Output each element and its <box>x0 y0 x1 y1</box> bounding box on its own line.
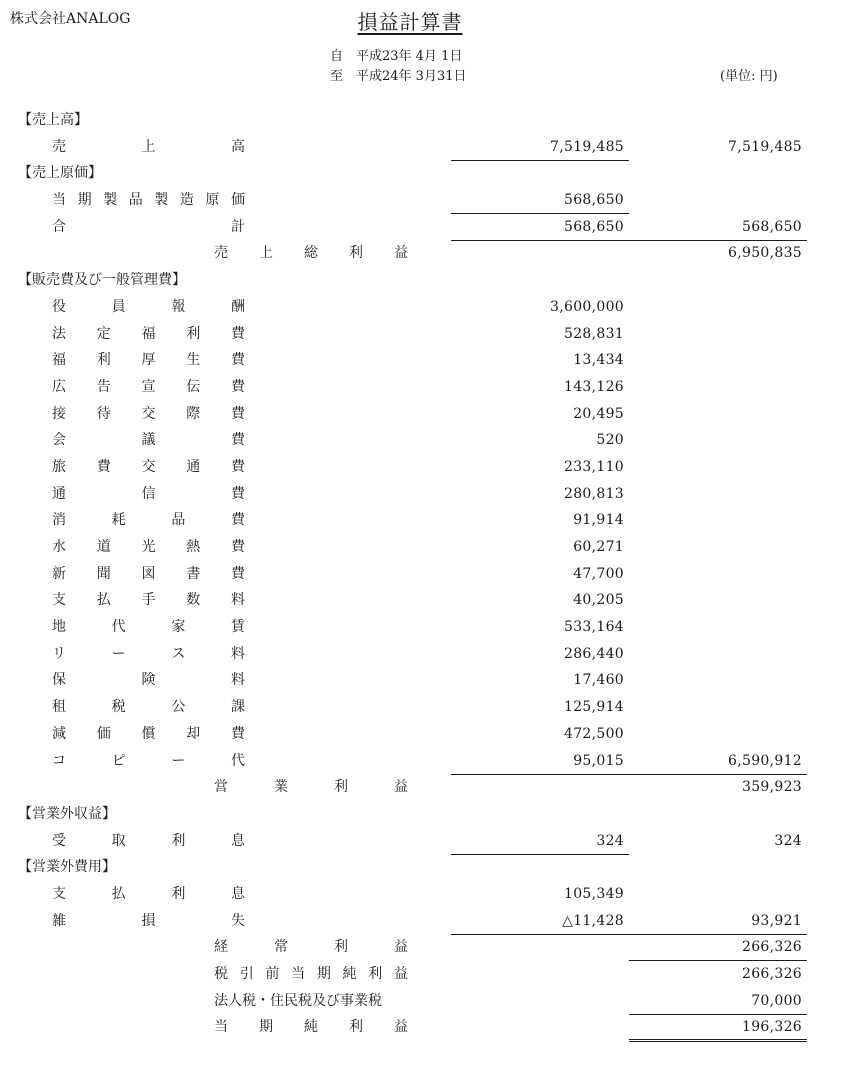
row-sga-item <box>0 294 866 321</box>
section-label: 【営業外収益】 <box>18 805 116 822</box>
label-char: 期 <box>77 192 92 209</box>
section-label: 【営業外費用】 <box>18 859 116 876</box>
label-char: 税 <box>214 966 228 982</box>
label-char: 保 <box>52 672 66 689</box>
label-char: 耗 <box>111 512 126 529</box>
label-char: 通 <box>52 485 66 502</box>
label-char: 支 <box>52 592 66 609</box>
row-amount: △11,428 <box>562 912 624 929</box>
label-char: 益 <box>394 1019 408 1036</box>
label-char: 造 <box>179 192 194 209</box>
row-cost-total <box>0 214 866 241</box>
row-sga-item <box>0 427 866 454</box>
row-amount: 520 <box>596 432 624 449</box>
row-amount: 143,126 <box>564 378 624 395</box>
label-char: 代 <box>230 752 245 769</box>
label-char: 高 <box>231 138 245 155</box>
label-char: 費 <box>231 352 245 369</box>
row-operating-profit <box>0 774 866 801</box>
label-char: ピ <box>111 752 126 769</box>
row-sga-item <box>0 694 866 721</box>
label-char: 利 <box>96 352 111 369</box>
row-label <box>52 321 245 348</box>
label-char: ス <box>171 645 186 662</box>
label-char: 合 <box>52 218 66 235</box>
row-total: 196,326 <box>742 1019 802 1036</box>
label-char: 新 <box>52 565 66 582</box>
row-total: 6,950,835 <box>728 245 802 262</box>
row-ordinary-profit <box>0 934 866 961</box>
label-char: 利 <box>171 885 186 902</box>
row-sga-item <box>0 347 866 374</box>
row-sga-item <box>0 321 866 348</box>
row-label <box>52 721 245 748</box>
row-interest-received <box>0 828 866 855</box>
section-header-cost-of-sales <box>0 160 866 187</box>
label-char: 品 <box>171 512 186 529</box>
label-char: 定 <box>96 325 111 342</box>
row-total: 70,000 <box>751 992 802 1009</box>
label-char: 待 <box>96 405 111 422</box>
label-char: 料 <box>231 592 245 609</box>
row-label <box>214 1014 408 1041</box>
section-label: 【販売費及び一般管理費】 <box>18 272 186 289</box>
label-char: 熱 <box>186 539 201 555</box>
row-total: 324 <box>774 832 802 849</box>
row-manufacturing-cost <box>0 187 866 214</box>
row-amount: 528,831 <box>564 325 624 342</box>
label-char: 価 <box>230 192 245 209</box>
row-label <box>52 347 245 374</box>
label-char: 当 <box>214 1019 228 1036</box>
row-label <box>214 961 408 988</box>
label-char: 利 <box>334 779 348 796</box>
label-char: 旅 <box>52 458 66 475</box>
label-char: 償 <box>141 725 156 742</box>
label-char: 費 <box>231 458 245 475</box>
label-char: 経 <box>214 939 228 956</box>
row-amount: 125,914 <box>564 699 624 716</box>
row-label <box>52 828 245 855</box>
label-char: コ <box>52 752 66 769</box>
label-char: 当 <box>291 966 306 982</box>
label-char: 議 <box>141 432 156 449</box>
row-amount: 286,440 <box>564 645 624 662</box>
label-char: 費 <box>231 378 245 395</box>
row-interest-paid <box>0 881 866 908</box>
label-char: 期 <box>316 966 331 982</box>
label-char: 品 <box>128 192 143 209</box>
label-char: 代 <box>111 619 126 636</box>
label-char: 支 <box>52 885 66 902</box>
row-label <box>52 187 245 214</box>
row-label <box>52 908 245 935</box>
row-label <box>52 748 245 775</box>
row-sga-item <box>0 401 866 428</box>
row-label <box>52 214 245 241</box>
label-char: 地 <box>52 619 66 636</box>
label-char: 前 <box>265 966 280 982</box>
label-char: 酬 <box>230 298 245 315</box>
row-sga-item <box>0 534 866 561</box>
income-statement-table <box>0 107 866 1041</box>
row-amount: 568,650 <box>564 218 624 235</box>
label-char: リ <box>52 645 66 662</box>
row-label <box>52 401 245 428</box>
row-sga-item <box>0 614 866 641</box>
row-total: 266,326 <box>742 966 802 982</box>
label-char: 広 <box>52 378 66 395</box>
row-total: 7,519,485 <box>728 138 802 155</box>
row-label <box>214 240 408 267</box>
row-total: 568,650 <box>742 218 802 235</box>
label-char: 却 <box>186 725 201 742</box>
row-amount: 568,650 <box>564 192 624 209</box>
label-char: 信 <box>141 485 156 502</box>
label-char: 払 <box>111 885 126 902</box>
label-char: 常 <box>274 939 288 956</box>
label-char: 公 <box>171 699 186 716</box>
label-char: 料 <box>230 645 245 662</box>
row-label <box>52 614 245 641</box>
row-sga-item <box>0 587 866 614</box>
label-char: 息 <box>230 885 245 902</box>
row-label <box>52 294 245 321</box>
label-char: 息 <box>230 832 245 849</box>
row-label <box>52 587 245 614</box>
section-header-non-operating-expenses <box>0 854 866 881</box>
period-to: 至 平成24年 3月31日 <box>330 69 467 84</box>
label-char: 法 <box>52 325 66 342</box>
label-char: 厚 <box>141 352 156 369</box>
label-char: 総 <box>304 245 318 262</box>
label-char: 会 <box>52 432 66 449</box>
row-label <box>52 134 245 161</box>
label-char: 手 <box>141 592 156 609</box>
row-label <box>52 374 245 401</box>
label-char: 福 <box>141 325 156 342</box>
row-amount: 324 <box>596 832 624 849</box>
row-amount: 533,164 <box>564 619 624 636</box>
section-header-sales <box>0 107 866 134</box>
label-char: 売 <box>214 245 228 262</box>
label-char: 営 <box>214 779 228 796</box>
row-amount: 7,519,485 <box>550 138 624 155</box>
row-total: 266,326 <box>742 939 802 956</box>
label-char: 賃 <box>230 619 245 636</box>
row-label <box>52 881 245 908</box>
row-total: 6,590,912 <box>728 752 802 769</box>
row-sga-item <box>0 667 866 694</box>
label-char: 報 <box>171 298 186 315</box>
label-char: 費 <box>230 512 245 529</box>
row-label <box>52 667 245 694</box>
label-char: 原 <box>205 192 220 209</box>
label-char: 費 <box>231 432 245 449</box>
label-char: 水 <box>52 539 66 555</box>
row-total: 359,923 <box>742 779 802 796</box>
label-char: 光 <box>141 539 156 555</box>
label-char: 利 <box>368 966 383 982</box>
label-char: 告 <box>96 378 111 395</box>
label-char: 費 <box>231 325 245 342</box>
label-char: 接 <box>52 405 66 422</box>
double-rule-line <box>629 1039 807 1042</box>
label-char: 利 <box>186 325 201 342</box>
label-char: 聞 <box>96 565 111 582</box>
label-char: 益 <box>394 779 408 796</box>
row-amount: 472,500 <box>564 725 624 742</box>
label-char: 役 <box>52 298 66 315</box>
row-sga-item <box>0 481 866 508</box>
label-char: 計 <box>231 218 245 235</box>
row-label <box>52 507 245 534</box>
label-char: 払 <box>96 592 111 609</box>
label-char: 上 <box>141 138 156 155</box>
label-char: 員 <box>111 298 126 315</box>
label-char: ー <box>111 645 126 662</box>
label-char: 税 <box>111 699 126 716</box>
label-char: 租 <box>52 699 66 716</box>
row-label <box>52 427 245 454</box>
label-char: 利 <box>334 939 348 956</box>
label-char: 利 <box>349 1019 363 1036</box>
row-amount: 17,460 <box>573 672 624 689</box>
row-misc-loss <box>0 908 866 935</box>
label-char: 消 <box>52 512 66 529</box>
label-char: 製 <box>154 192 169 209</box>
label-char: 課 <box>230 699 245 716</box>
row-amount: 40,205 <box>573 592 624 609</box>
label-char: 当 <box>52 192 66 209</box>
label-char: 際 <box>186 405 201 422</box>
row-amount: 20,495 <box>573 405 624 422</box>
label-char: 費 <box>231 539 245 555</box>
label-char: 減 <box>52 725 66 742</box>
label-char: 取 <box>111 832 126 849</box>
row-income-taxes <box>0 988 866 1015</box>
row-sga-item <box>0 374 866 401</box>
row-amount: 105,349 <box>564 885 624 902</box>
label-char: 純 <box>304 1019 318 1036</box>
section-label: 【売上高】 <box>18 112 88 128</box>
label-char: 純 <box>342 966 357 982</box>
label-char: 料 <box>231 672 245 689</box>
row-label <box>52 454 245 481</box>
label-char: 費 <box>231 405 245 422</box>
label-char: 道 <box>96 539 111 555</box>
row-label <box>52 481 245 508</box>
row-label <box>52 694 245 721</box>
label-char: 受 <box>52 832 66 849</box>
label-char: 通 <box>186 458 201 475</box>
row-label <box>52 641 245 668</box>
row-sales <box>0 134 866 161</box>
label-char: 書 <box>186 565 201 582</box>
label-char: 利 <box>171 832 186 849</box>
label-char: 福 <box>52 352 66 369</box>
label-char: 売 <box>52 138 66 155</box>
row-sga-item <box>0 454 866 481</box>
row-label <box>52 561 245 588</box>
label-char: 利 <box>349 245 363 262</box>
label-char: 上 <box>259 245 273 262</box>
row-label <box>214 934 408 961</box>
row-amount: 13,434 <box>573 352 624 369</box>
label-char: 費 <box>231 725 245 742</box>
period-from: 自 平成23年 4月 1日 <box>330 49 463 64</box>
row-label <box>214 988 408 1015</box>
company-name: 株式会社ANALOG <box>10 11 131 27</box>
label-char: 費 <box>231 485 245 502</box>
label-char: 法人税・住民税及び事業税 <box>214 992 382 1009</box>
label-char: 交 <box>141 405 156 422</box>
label-char: 険 <box>141 672 156 689</box>
row-sga-item <box>0 721 866 748</box>
label-char: 引 <box>239 966 254 982</box>
row-sga-item <box>0 507 866 534</box>
section-header-sga <box>0 267 866 294</box>
sga-list <box>0 294 866 774</box>
label-char: 図 <box>141 565 156 582</box>
label-char: 宣 <box>141 378 156 395</box>
label-char: 価 <box>96 725 111 742</box>
label-char: 期 <box>259 1019 273 1036</box>
label-char: 損 <box>141 912 156 929</box>
label-char: 雑 <box>52 912 66 929</box>
label-char: 失 <box>231 912 245 929</box>
row-amount: 280,813 <box>564 485 624 502</box>
section-header-non-operating-income <box>0 801 866 828</box>
label-char: 伝 <box>186 378 201 395</box>
label-char: 数 <box>186 592 201 609</box>
row-total: 93,921 <box>751 912 802 929</box>
row-amount: 233,110 <box>564 458 624 475</box>
row-sga-item <box>0 641 866 668</box>
label-char: 生 <box>186 352 201 369</box>
label-char: 費 <box>231 565 245 582</box>
label-char: 益 <box>394 245 408 262</box>
unit-label: (単位: 円) <box>720 69 778 84</box>
row-sga-item <box>0 748 866 775</box>
row-label <box>52 534 245 561</box>
row-gross-profit <box>0 240 866 267</box>
row-amount: 91,914 <box>573 512 624 529</box>
row-amount: 3,600,000 <box>550 298 624 315</box>
row-amount: 95,015 <box>573 752 624 769</box>
row-amount: 47,700 <box>573 565 624 582</box>
label-char: 費 <box>96 458 111 475</box>
row-amount: 60,271 <box>573 539 624 555</box>
label-char: ー <box>171 752 186 769</box>
document-title: 損益計算書 <box>357 10 463 34</box>
section-label: 【売上原価】 <box>18 165 102 182</box>
label-char: 交 <box>141 458 156 475</box>
label-char: 益 <box>394 939 408 956</box>
label-char: 製 <box>103 192 118 209</box>
label-char: 業 <box>274 779 288 796</box>
row-net-profit <box>0 1014 866 1041</box>
row-sga-item <box>0 561 866 588</box>
row-label <box>214 774 408 801</box>
label-char: 益 <box>393 966 408 982</box>
label-char: 家 <box>171 619 186 636</box>
row-pretax-profit <box>0 961 866 988</box>
